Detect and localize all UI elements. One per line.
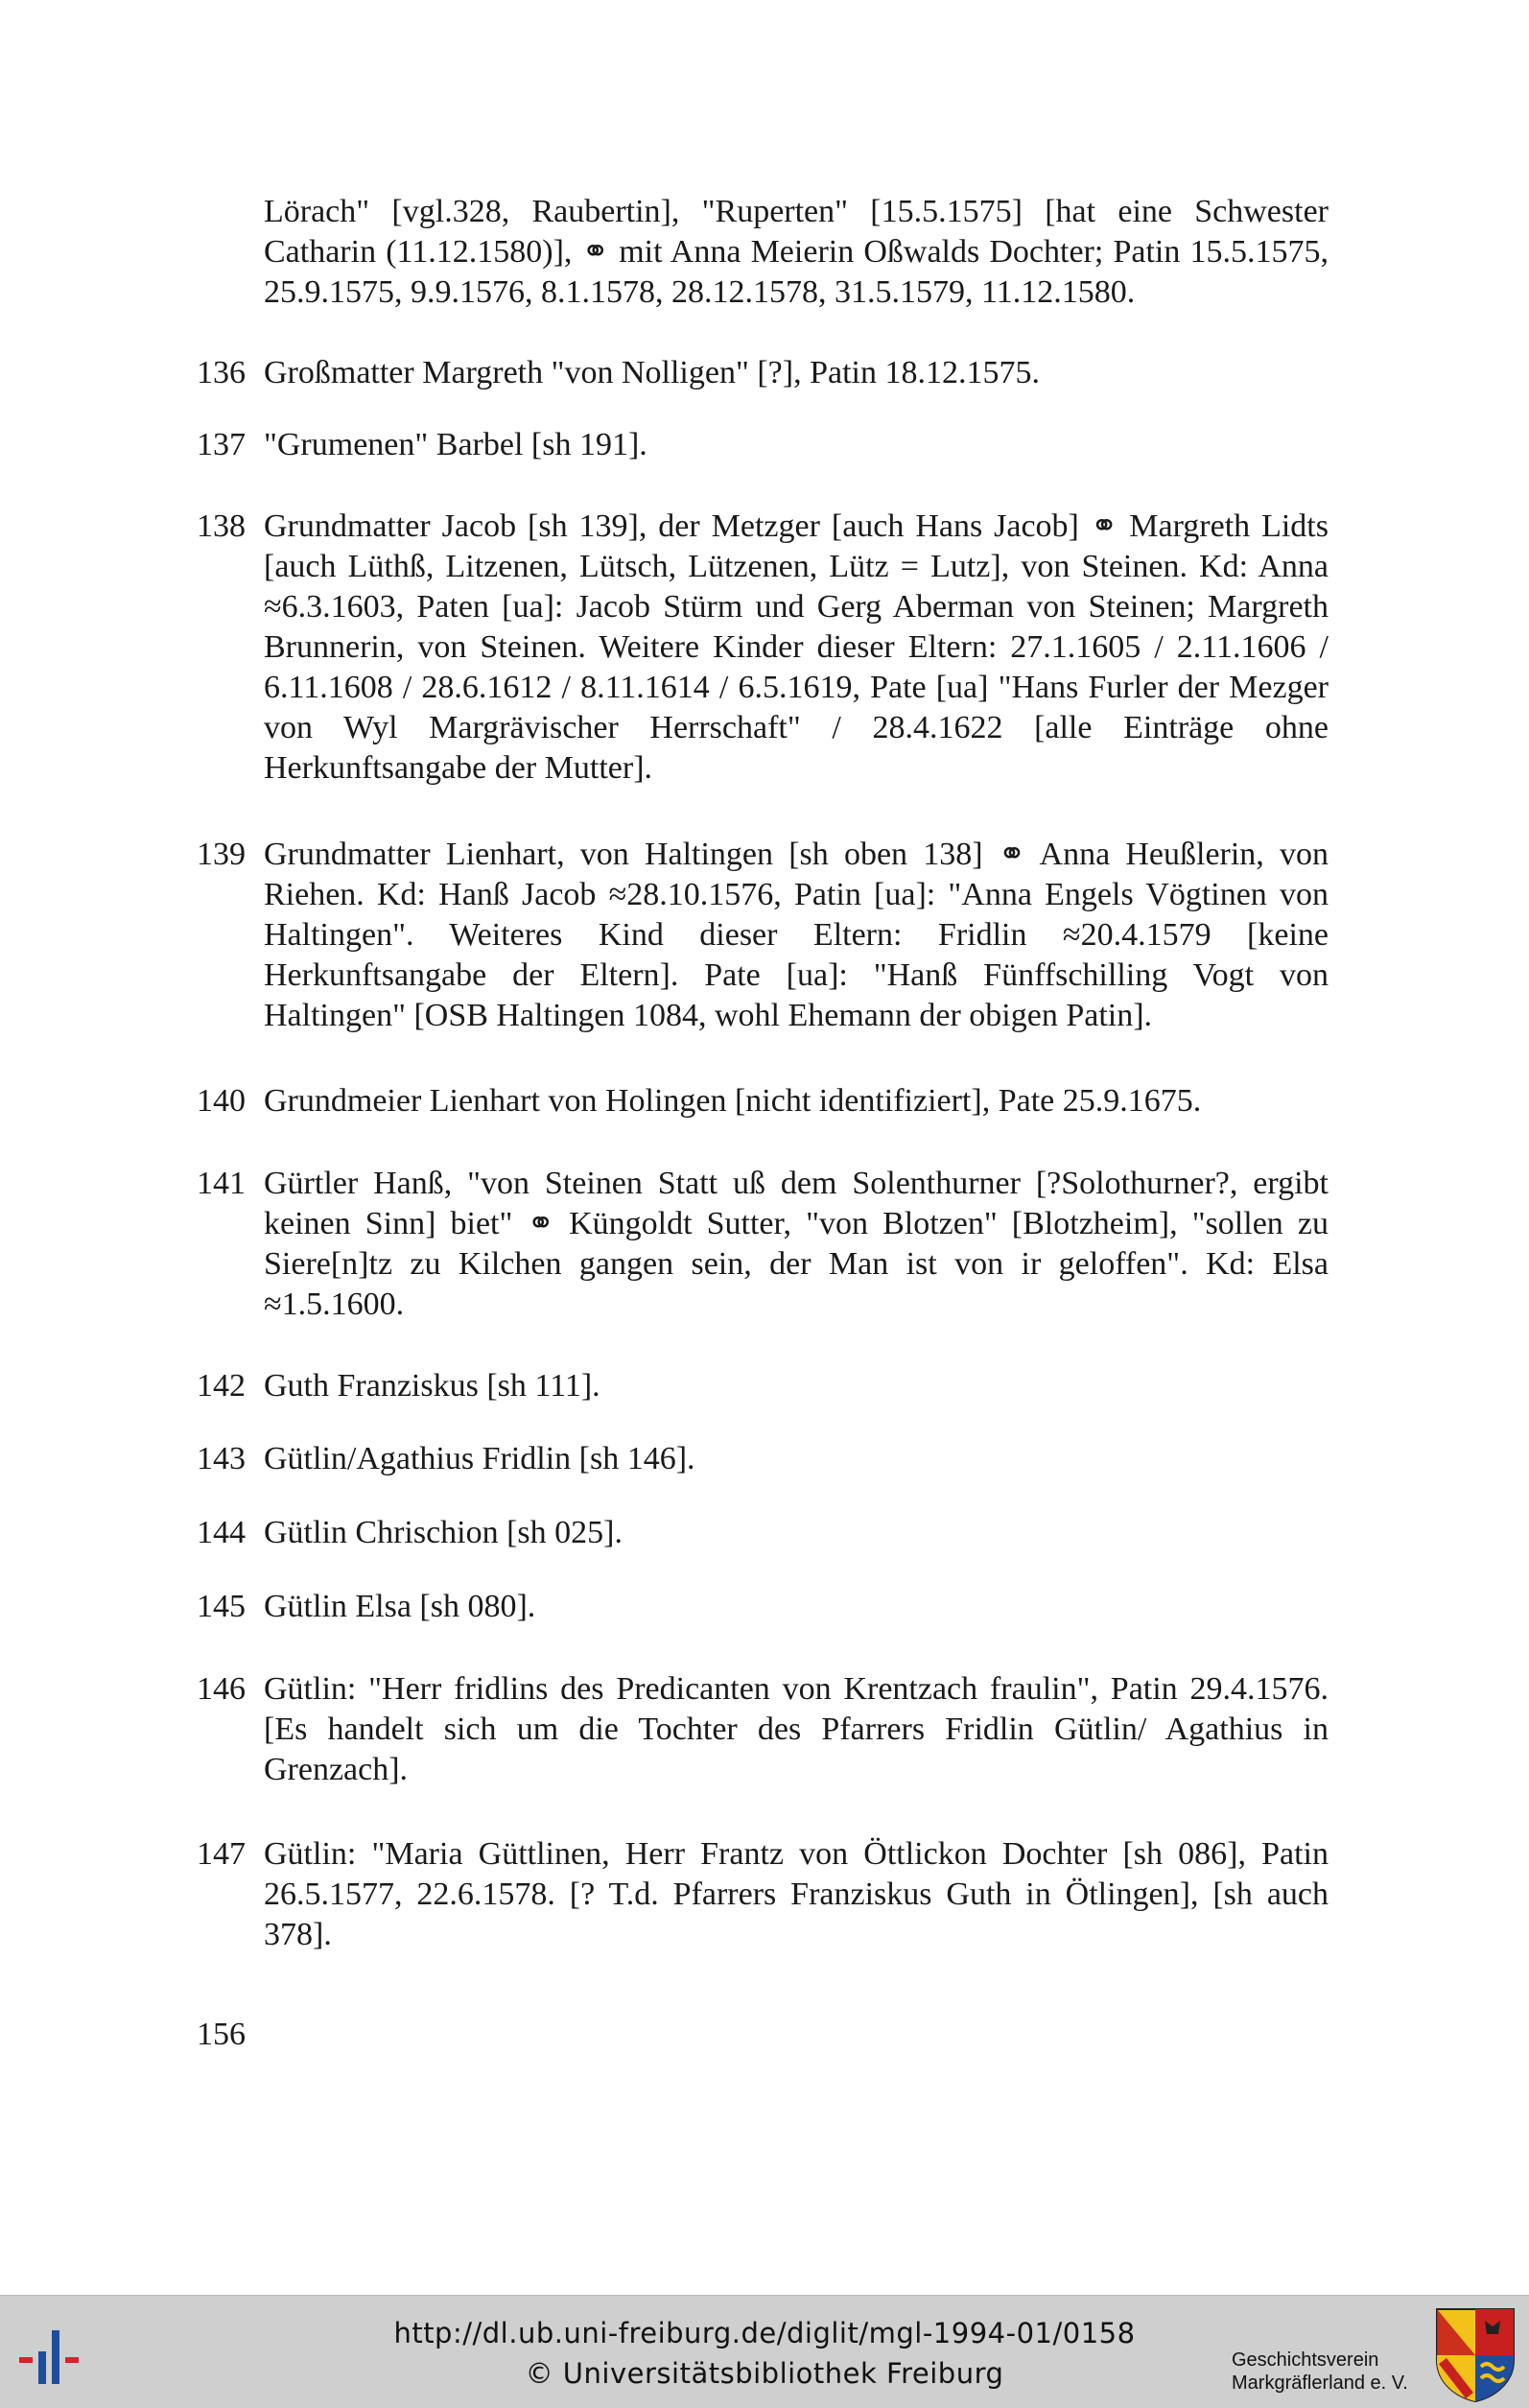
entry-140 (197, 1081, 1329, 1121)
entry-text: "Grumenen" Barbel [sh 191]. (264, 427, 647, 462)
entry-text: Grundmatter Lienhart, von Haltingen [sh oben 138] ⚭ Anna Heußlerin, von Riehen. Kd: Hanß Jacob ≈28.10.1576, Patin [ua]: "Anna Engels Vögtinen von Haltingen". Weiteres Kind dieser Eltern: Fridlin ≈20.4.1579 [keine Herkunftsangabe der Eltern]. Pate [ua]: "Hanß Fünffschilling Vogt von Haltingen" [OSB Haltingen 1084, wohl Ehemann der obigen Patin]. (264, 837, 1329, 1033)
entry-number: 144 (197, 1515, 246, 1550)
entry-141 (197, 1164, 1329, 1325)
entry-text: Großmatter Margreth "von Nolligen" [?], Patin 18.12.1575. (264, 355, 1040, 390)
entry-147 (197, 1834, 1329, 1955)
entry-number: 146 (197, 1671, 246, 1707)
entry-145 (197, 1587, 1329, 1627)
entry-number: 147 (197, 1836, 246, 1872)
entry-139 (197, 835, 1329, 1036)
entry-number: 145 (197, 1589, 246, 1624)
page-number: 156 (197, 2017, 246, 2052)
entry-text: Gürtler Hanß, "von Steinen Statt uß dem Solenthurner [?Solothurner?, ergibt keinen Sinn] biet" ⚭ Küngoldt Sutter, "von Blotzen" [Blotzheim], "sollen zu Siere[n]tz zu Kilchen gangen sein, der Man ist von ir geloffen". Kd: Elsa ≈1.5.1600. (264, 1166, 1329, 1322)
entry-text: Grundmatter Jacob [sh 139], der Metzger [auch Hans Jacob] ⚭ Margreth Lidts [auch Lüthß, Litzenen, Lütsch, Lützenen, Lütz = Lutz], von Steinen. Kd: Anna ≈6.3.1603, Paten [ua]: Jacob Stürm und Gerg Aberman von Steinen; Margreth Brunnerin, von Steinen. Weitere Kinder dieser Eltern: 27.1.1605 / 2.11.1606 / 6.11.1608 / 28.6.1612 / 8.11.1614 / 6.5.1619, Pate [ua] "Hans Furler der Mezger von Wyl Margrävischer Herrschaft" / 28.4.1622 [alle Einträge ohne Herkunftsangabe der Mutter]. (264, 508, 1329, 786)
entry-138 (197, 507, 1329, 789)
entry-146 (197, 1669, 1329, 1790)
entry-144 (197, 1513, 1329, 1553)
entry-number: 142 (197, 1368, 246, 1404)
continuation-paragraph: Lörach" [vgl.328, Raubertin], "Ruperten" [15.5.1575] [hat eine Schwester Catharin (11.12.1580)], ⚭ mit Anna Meierin Oßwalds Dochter; Patin 15.5.1575, 25.9.1575, 9.9.1576, 8.1.1578, 28.12.1578, 31.5.1579, 11.12.1580. (264, 194, 1329, 310)
entry-number: 140 (197, 1083, 246, 1119)
entry-text: Gütlin: "Herr fridlins des Predicanten von Krentzach fraulin", Patin 29.4.1576. [Es handelt sich um die Tochter des Pfarrers Fridlin Gütlin/ Agathius in Grenzach]. (264, 1671, 1329, 1787)
entry-text: Gütlin: "Maria Güttlinen, Herr Frantz von Öttlickon Dochter [sh 086], Patin 26.5.1577, 22.6.1578. [? T.d. Pfarrers Franziskus Guth in Ötlingen], [sh auch 378]. (264, 1836, 1329, 1952)
entry-number: 143 (197, 1441, 246, 1476)
society-name (1232, 2349, 1408, 2395)
entry-number: 138 (197, 508, 246, 544)
entry-number: 139 (197, 837, 246, 872)
entry-number: 141 (197, 1166, 246, 1201)
entry-text: Gütlin Chrischion [sh 025]. (264, 1515, 623, 1550)
footer-url-link[interactable]: http://dl.ub.uni-freiburg.de/diglit/mgl-1994-01/0158 (393, 2317, 1136, 2349)
society-line-1: Geschichtsverein (1232, 2349, 1379, 2371)
entry-137 (197, 425, 1329, 465)
entry-number: 136 (197, 355, 246, 390)
entry-text: Gütlin/Agathius Fridlin [sh 146]. (264, 1441, 695, 1476)
footer-bar (0, 2295, 1529, 2408)
entry-143 (197, 1439, 1329, 1479)
entry-number: 137 (197, 427, 246, 462)
coat-of-arms-icon (1435, 2307, 1516, 2403)
entry-text: Gütlin Elsa [sh 080]. (264, 1589, 536, 1624)
footer-copyright: © Universitätsbibliothek Freiburg (525, 2357, 1004, 2390)
society-line-2: Markgräflerland e. V. (1232, 2373, 1408, 2394)
entry-text: Guth Franziskus [sh 111]. (264, 1368, 600, 1404)
entry-142 (197, 1366, 1329, 1406)
entry-text: Grundmeier Lienhart von Holingen [nicht identifiziert], Pate 25.9.1675. (264, 1083, 1202, 1119)
entry-136 (197, 353, 1329, 393)
